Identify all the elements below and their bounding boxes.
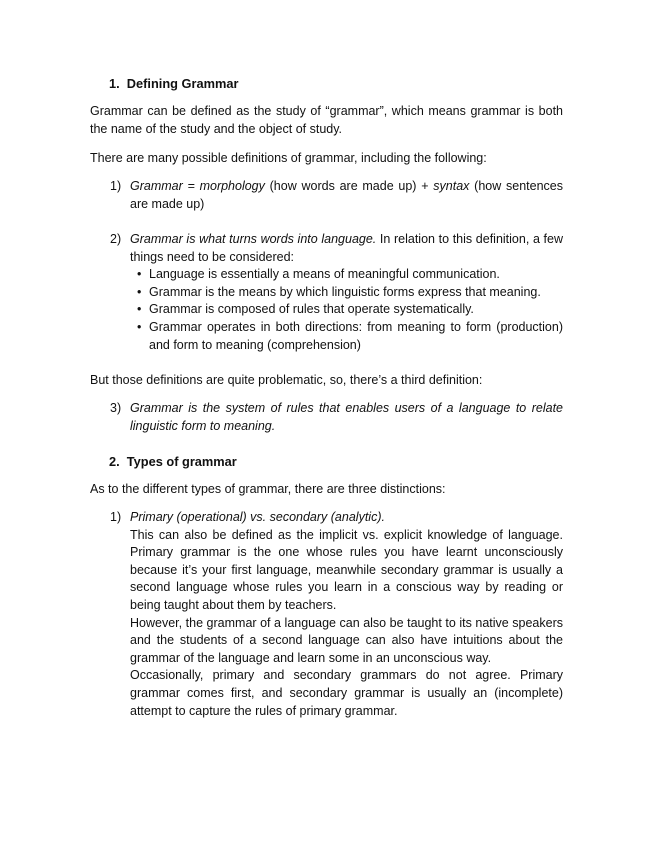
bullet-dot: •: [137, 302, 142, 316]
bullet-dot: •: [137, 320, 142, 334]
list-number: 1): [110, 510, 122, 524]
definition-text: [130, 231, 563, 266]
type-paragraph: This can also be defined as the implicit vs. explicit knowledge of language. Primary grammar is the one whose rules you have learnt unconsciously because it’s your first language, meanwhile secondary grammar is usually a second language whose rules you learn in a conscious way by reading or being taught about them by teachers.: [130, 527, 563, 612]
paragraph-definitions-lead: There are many possible definitions of grammar, including the following:: [90, 151, 487, 165]
definition-text: [130, 178, 563, 213]
type-paragraph: Occasionally, primary and secondary grammars do not agree. Primary grammar comes first, and secondary grammar is usually an (incomplete) attempt to capture the rules of primary grammar.: [130, 668, 563, 718]
definition-rest: (how sentences are made up): [130, 179, 563, 211]
type-paragraph: However, the grammar of a language can also be taught to its native speakers and the students of a second language can also have intuitions about the grammar of the language and learn some in an unconscious way.: [130, 615, 563, 665]
type-item-title: Primary (operational) vs. secondary (analytic).: [130, 510, 385, 524]
list-number: 2): [110, 232, 122, 246]
paragraph-types-lead: As to the different types of grammar, there are three distinctions:: [90, 482, 446, 496]
type-item-body: [130, 509, 563, 720]
definition-text: Grammar is the system of rules that enables users of a language to relate linguistic form to meaning.: [130, 401, 563, 433]
list-number: 3): [110, 401, 122, 415]
list-number: 1): [110, 179, 122, 193]
bullet-item: Grammar is composed of rules that operate systematically.: [149, 302, 474, 316]
bullet-dot: •: [137, 267, 142, 281]
bullet-item: Grammar operates in both directions: from meaning to form (production) and form to meaning (comprehension): [149, 320, 563, 352]
definition-term: Grammar is what turns words into language.: [130, 232, 377, 246]
section-heading-types-of-grammar: 2. Types of grammar: [109, 454, 237, 469]
bullet-item: Grammar is the means by which linguistic forms express that meaning.: [149, 285, 541, 299]
paragraph-intro: Grammar can be defined as the study of “grammar”, which means grammar is both the name of the study and the object of study.: [90, 104, 563, 136]
paragraph-transition: But those definitions are quite problematic, so, there’s a third definition:: [90, 373, 483, 387]
definition-term: Grammar = morphology: [130, 179, 265, 193]
bullet-item: Language is essentially a means of meaningful communication.: [149, 267, 500, 281]
definition-term-2: syntax: [433, 179, 470, 193]
section-heading-defining-grammar: 1. Defining Grammar: [109, 76, 239, 91]
definition-rest: In relation to this definition, a few things need to be considered:: [130, 232, 563, 264]
bullet-dot: •: [137, 285, 142, 299]
definition-middle: (how words are made up) +: [264, 179, 434, 193]
